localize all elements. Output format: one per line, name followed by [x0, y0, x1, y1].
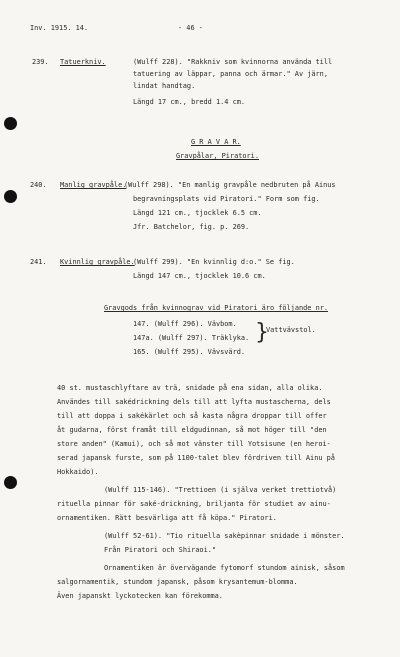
entry-240-title: Manlig gravpåle. — [60, 181, 127, 189]
body-line: store anden" (Kamui), och så mot vänster till Yotsisune (en heroi- — [57, 440, 331, 448]
entry-239-line: lindat handtag. — [133, 82, 196, 90]
entry-239-line: tatuering av läppar, panna och ärmar." Av järn, — [133, 70, 328, 78]
entry-241-line: Längd 147 cm., tjocklek 10.6 cm. — [133, 272, 266, 280]
entry-241-line: (Wulff 299). "En kvinnlig d:o." Se fig. — [133, 258, 295, 266]
body-line: salgornamentik, stundom japansk, påsom krysantemum-blomma. — [57, 578, 298, 586]
entry-241-title: Kvinnlig gravpåle. — [60, 258, 135, 266]
body-line: ornamentiken. Rätt besvärliga att få köpa." Piratori. — [57, 514, 277, 522]
inventory-number: Inv. 1915. 14. — [30, 24, 89, 32]
entry-240-line: Längd 121 cm., tjocklek 6.5 cm. — [133, 209, 262, 217]
gravgods-heading: Gravgods från kvinnograv vid Piratori äro följande nr. — [104, 304, 329, 312]
body-line: Från Piratori och Shiraoi." — [104, 546, 217, 554]
section-heading: G R A V A R. — [191, 138, 241, 146]
body-line: (Wulff 115-146). "Trettioen (i själva verket trettiotvå) — [104, 486, 337, 494]
section-subheading: Gravpålar, Piratori. — [176, 152, 259, 160]
body-line: till att doppa i sakékärlet och så kasta några droppar till offer — [57, 412, 327, 420]
body-line: Hokkaido). — [57, 468, 99, 476]
entry-240-line: Jfr. Batchelor, fig. p. 269. — [133, 223, 250, 231]
punch-hole-2 — [4, 190, 17, 203]
gravgods-item: 147a. (Wulff 297). Träklyka. — [133, 334, 250, 342]
body-line: Även japanskt lyckotecken kan förekomma. — [57, 592, 223, 600]
entry-241-number: 241. — [30, 258, 47, 266]
body-line: rituella pinnar för saké-drickning, briljanta för studiet av ainu- — [57, 500, 331, 508]
gravgods-item: 147. (Wulff 296). Vävbom. — [133, 320, 237, 328]
punch-hole-1 — [4, 117, 17, 130]
entry-240-number: 240. — [30, 181, 47, 189]
brace-label: Vattvävstol. — [266, 326, 316, 334]
body-line: (Wulff 52-61). "Tio rituella sakèpinnar snidade i mönster. — [104, 532, 345, 540]
body-line: Ornamentiken är övervägande fytomorf stundom ainisk, såsom — [104, 564, 345, 572]
page-number: - 46 - — [178, 24, 203, 32]
entry-239-number: 239. — [32, 58, 49, 66]
entry-240-line: (Wulff 298). "En manlig gravpåle nedbruten på Ainus — [124, 181, 336, 189]
entry-239-line: (Wulff 228). "Rakkniv som kvinnorna använda till — [133, 58, 333, 66]
brace-mark: } — [255, 320, 269, 345]
gravgods-item: 165. (Wulff 295). Vävsvärd. — [133, 348, 246, 356]
body-line: Användes till sakédrickning dels till att lyfta mustascherna, dels — [57, 398, 331, 406]
body-line: serad japansk furste, som på 1100-talet blev fördriven till Ainu på — [57, 454, 335, 462]
body-line: åt gudarna, först framåt till eldgudinnan, så mot höger till "den — [57, 426, 327, 434]
entry-240-line: begravningsplats vid Piratori." Form som fig. — [133, 195, 320, 203]
entry-239-line: Längd 17 cm., bredd 1.4 cm. — [133, 98, 246, 106]
punch-hole-3 — [4, 476, 17, 489]
entry-239-title: Tatuerkniv. — [60, 58, 106, 66]
body-line: 40 st. mustaschlyftare av trä, snidade på ena sidan, alla olika. — [57, 384, 323, 392]
